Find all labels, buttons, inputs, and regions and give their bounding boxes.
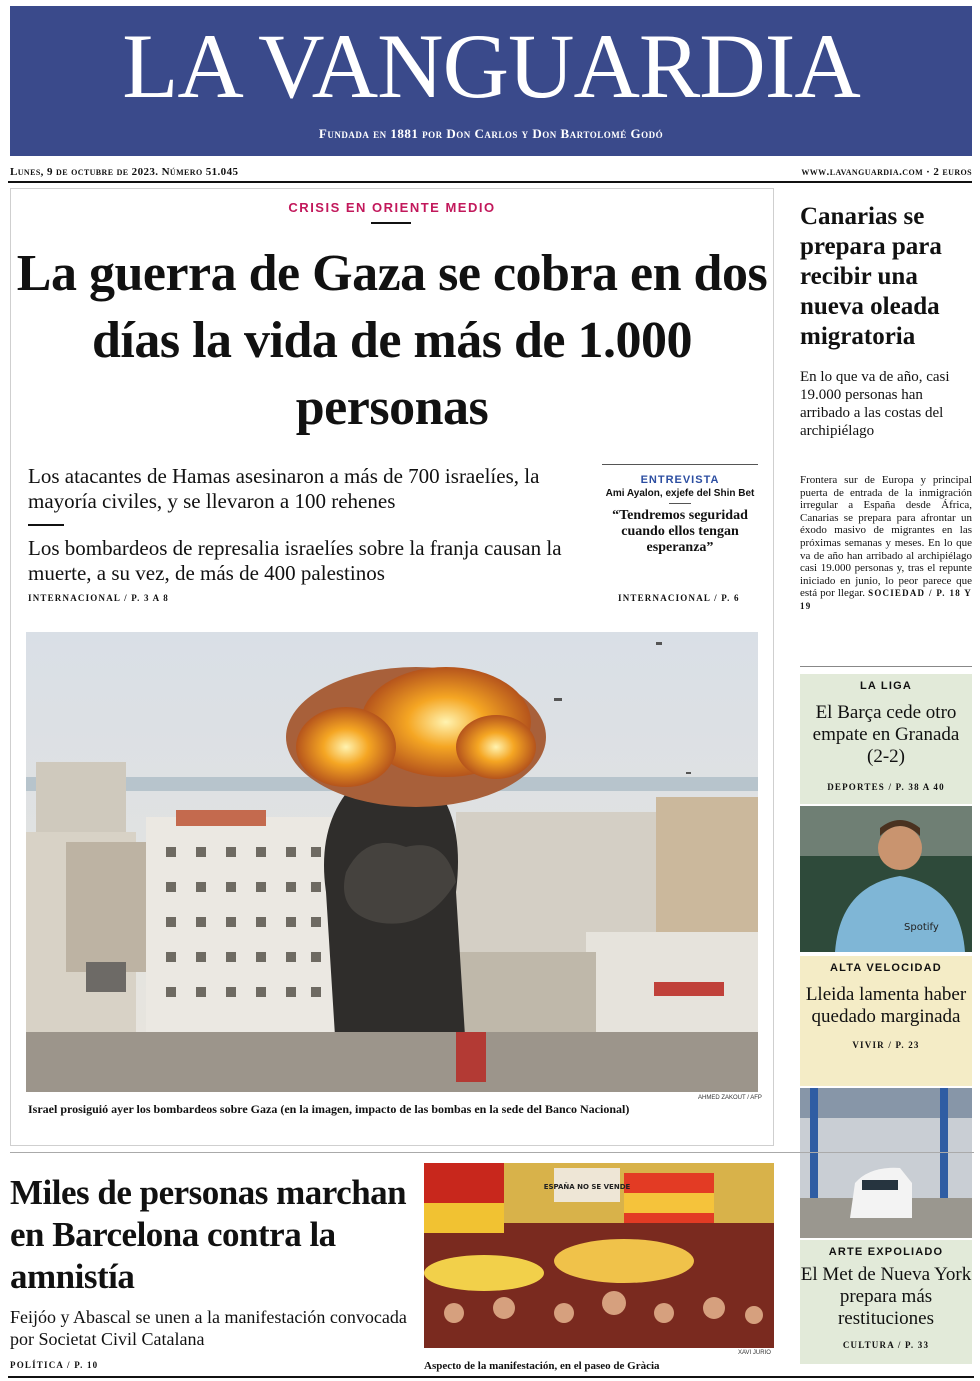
protest-photo-credit: XAVI JURIO <box>738 1350 771 1356</box>
ave-panel[interactable] <box>800 956 972 1086</box>
second-subhead: Feijóo y Abascal se unen a la manifestación convocada por Societat Civil Catalana <box>10 1307 407 1349</box>
sidebar-divider <box>800 666 972 667</box>
protest-caption: Aspecto de la manifestación, en el paseo de Gràcia <box>424 1360 660 1372</box>
lead-page-ref: INTERNACIONAL / P. 3 A 8 <box>28 593 169 603</box>
footballer-illustration <box>800 806 972 952</box>
second-headline[interactable]: Miles de personas marchan en Barcelona contra la amnistía <box>10 1173 407 1296</box>
liga-page-ref: DEPORTES / P. 38 A 40 <box>827 782 945 792</box>
sidebar-body <box>800 474 972 613</box>
bottom-divider <box>10 1152 974 1153</box>
liga-kicker: LA LIGA <box>860 680 912 692</box>
gaza-explosion-illustration <box>26 632 758 1092</box>
photo-caption: Israel prosiguió ayer los bombardeos sobre Gaza (en la imagen, impacto de las bombas en la sede del Banco Nacional) <box>28 1102 630 1116</box>
arte-page-ref: CULTURA / P. 33 <box>842 1340 930 1350</box>
newspaper-logo: LA VANGUARDIA <box>122 15 860 117</box>
protest-photo[interactable] <box>424 1163 774 1348</box>
shirt-sponsor: Spotify <box>904 922 939 933</box>
subhead-rule <box>28 524 64 526</box>
masthead <box>10 6 972 156</box>
website-price: www.lavanguardia.com · 2 euros <box>801 166 972 178</box>
gaza-explosion-photo[interactable] <box>26 632 758 1092</box>
train-illustration <box>800 1088 972 1238</box>
arte-kicker: ARTE EXPOLIADO <box>828 1246 944 1258</box>
footballer-photo[interactable] <box>800 806 972 952</box>
lead-headline[interactable]: La guerra de Gaza se cobra en dos días la vida de más de 1.000 personas <box>16 245 768 436</box>
arte-panel[interactable] <box>800 1240 972 1364</box>
interview-page-ref: INTERNACIONAL / P. 6 <box>618 593 740 603</box>
interview-kicker: ENTREVISTA <box>640 474 720 486</box>
interview-rule <box>669 503 691 504</box>
liga-panel[interactable] <box>800 674 972 804</box>
photo-credit: AHMED ZAKOUT / AFP <box>698 1095 762 1101</box>
second-page-ref: POLÍTICA / P. 10 <box>10 1360 99 1370</box>
interview-quote: “Tendremos seguridad cuando ellos tengan esperanza” <box>612 508 748 555</box>
interview-name: Ami Ayalon, exjefe del Shin Bet <box>605 488 755 499</box>
ave-title: Lleida lamenta haber quedado marginada <box>805 984 967 1027</box>
arte-title: El Met de Nueva York prepara más restituciones <box>800 1264 972 1329</box>
protest-sign: ESPAÑA NO SE VENDE <box>543 1183 631 1191</box>
sidebar-page-ref: SOCIEDAD / P. 18 Y 19 <box>800 588 973 611</box>
ave-kicker: ALTA VELOCIDAD <box>830 962 942 974</box>
lead-kicker: CRISIS EN ORIENTE MEDIO <box>288 200 496 215</box>
top-divider <box>8 181 972 183</box>
sidebar-body-text: Frontera sur de Europa y principal puerta de entrada de la inmigración irregular a España desde África, Canarias se prepara para afrontar un éxodo masivo de migrantes en las próximas semanas y meses. En lo que va de año han arribado al archipiélago casi 19.000 personas y, tras el repunte iniciado en junio, lo peor parece que está por llegar. <box>800 474 972 600</box>
sidebar-headline[interactable]: Canarias se prepara para recibir una nueva oleada migratoria <box>800 203 942 350</box>
lead-subhead-2: Los bombardeos de represalia israelíes sobre la franja causan la muerte, a su vez, de más de 400 palestinos <box>28 536 562 585</box>
train-photo[interactable] <box>800 1088 972 1238</box>
sidebar-standfirst: En lo que va de año, casi 19.000 personas han arribado a las costas del archipiélago <box>800 369 950 439</box>
protest-illustration <box>424 1163 774 1348</box>
founding-line: Fundada en 1881 por Don Carlos y Don Bartolomé Godó <box>318 126 664 141</box>
issue-date: Lunes, 9 de octubre de 2023. Número 51.045 <box>10 166 239 178</box>
interview-box[interactable] <box>602 464 758 556</box>
ave-page-ref: VIVIR / P. 23 <box>852 1040 920 1050</box>
kicker-rule <box>371 222 411 224</box>
lead-subhead-1: Los atacantes de Hamas asesinaron a más de 700 israelíes, la mayoría civiles, y se llevaron a 100 rehenes <box>28 464 540 513</box>
page-bottom-border <box>8 1376 974 1378</box>
liga-title: El Barça cede otro empate en Granada (2-2) <box>812 702 960 767</box>
